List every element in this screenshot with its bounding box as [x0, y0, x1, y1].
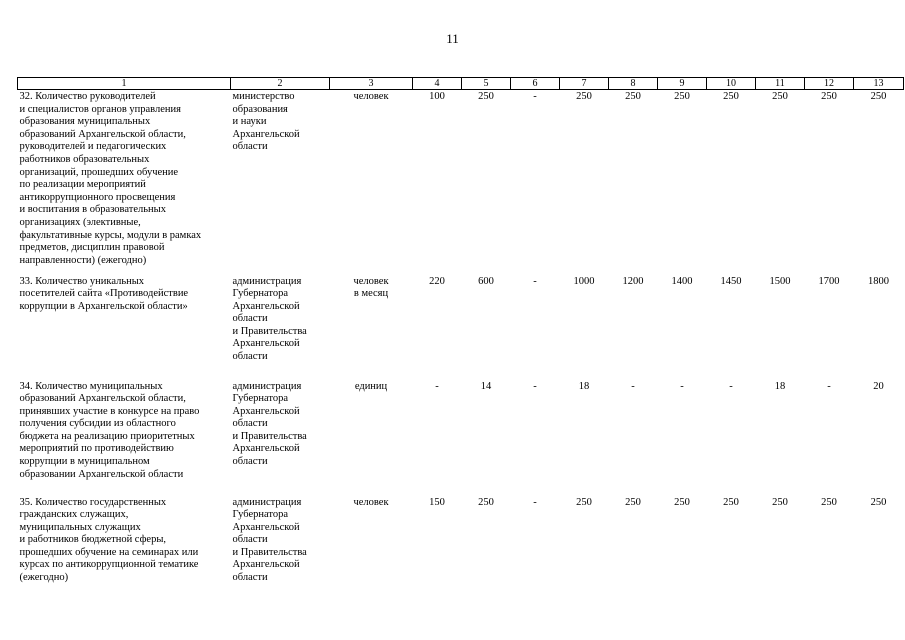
indicator-value: - — [533, 91, 537, 102]
column-number: 12 — [805, 78, 854, 90]
indicator-value: 220 — [429, 275, 445, 287]
indicator-value: 250 — [772, 91, 788, 102]
indicator-value: - — [533, 496, 537, 508]
indicator-name: 34. Количество муниципальных образований Архангельской области, принявших участие в конкурсе на право получения субсидии из областного бюджета на реализацию приоритетных мероприятий по противодействию коррупции в муниципальном образовании Архангельской области — [19, 380, 200, 480]
indicators-table — [17, 77, 904, 591]
table-row — [18, 496, 904, 591]
indicator-value: - — [827, 380, 831, 392]
indicator-value: 1000 — [573, 275, 595, 287]
indicator-name: 32. Количество руководителей и специалистов органов управления образования муниципальных образований Архангельской области, руководителей и педагогических работников образовательных организаций, прошедших обучение по реализации мероприятий антикоррупционного просвещения и воспитания в образовательных организациях (элективные, факультативные курсы, модули в рамках предметов, дисциплин правовой направленности) (ежегодно) — [19, 91, 202, 266]
indicator-value: 600 — [478, 275, 494, 287]
indicator-value: 250 — [576, 496, 592, 508]
column-number: 10 — [707, 78, 756, 90]
indicator-value: 250 — [478, 496, 494, 508]
table-row — [18, 275, 904, 380]
indicator-value: 250 — [674, 496, 690, 508]
column-number: 11 — [756, 78, 805, 90]
column-number: 5 — [462, 78, 511, 90]
indicators-table-body — [18, 78, 904, 591]
column-number: 6 — [511, 78, 560, 90]
indicator-value: 250 — [478, 91, 494, 102]
column-number: 9 — [658, 78, 707, 90]
column-number: 7 — [560, 78, 609, 90]
table-row — [18, 380, 904, 496]
indicator-value: 150 — [429, 496, 445, 508]
indicator-value: 100 — [429, 91, 445, 102]
indicator-value: 1400 — [671, 275, 693, 287]
indicator-value: 18 — [774, 380, 786, 392]
table-row — [18, 90, 904, 275]
column-number: 3 — [330, 78, 413, 90]
indicator-value: 14 — [480, 380, 492, 392]
indicator-value: 1200 — [622, 275, 644, 287]
indicator-value: 250 — [870, 496, 887, 508]
indicator-value: 20 — [873, 380, 884, 392]
indicator-value: 250 — [674, 91, 690, 102]
column-number-row — [18, 78, 904, 90]
unit-of-measure: единиц — [354, 380, 388, 392]
indicator-value: 1700 — [818, 275, 840, 287]
indicator-name: 33. Количество уникальных посетителей сайта «Противодействие коррупции в Архангельской области» — [19, 275, 189, 312]
responsible-executor: министерство образования и науки Архангельской области — [232, 91, 300, 153]
responsible-executor: администрация Губернатора Архангельской области и Правительства Архангельской области — [232, 275, 307, 363]
indicator-value: - — [729, 380, 733, 392]
indicator-value: - — [533, 380, 537, 392]
indicator-value: 250 — [821, 496, 837, 508]
indicator-value: 1800 — [868, 275, 889, 287]
unit-of-measure: человек — [353, 91, 389, 102]
responsible-executor: администрация Губернатора Архангельской области и Правительства Архангельской области — [232, 496, 307, 584]
page-number: 11 — [446, 31, 459, 46]
indicator-value: - — [680, 380, 684, 392]
responsible-executor: администрация Губернатора Архангельской области и Правительства Архангельской области — [232, 380, 307, 468]
indicator-value: 18 — [578, 380, 590, 392]
indicator-value: - — [631, 380, 635, 392]
column-number: 4 — [413, 78, 462, 90]
column-number: 2 — [231, 78, 330, 90]
indicator-name: 35. Количество государственных гражданских служащих, муниципальных служащих и работников бюджетной сферы, прошедших обучение на семинарах или курсах по антикоррупционной тематике (ежегодно) — [19, 496, 199, 584]
indicator-value: 250 — [576, 91, 592, 102]
indicator-value: 250 — [723, 91, 739, 102]
indicator-value: 250 — [625, 496, 641, 508]
unit-of-measure: человек — [353, 496, 389, 508]
indicator-value: 250 — [625, 91, 641, 102]
column-number: 13 — [854, 78, 904, 90]
indicator-value: 250 — [821, 91, 837, 102]
indicator-value: 250 — [723, 496, 739, 508]
indicator-value: - — [533, 275, 537, 287]
indicator-value: 1500 — [769, 275, 791, 287]
unit-of-measure: человек в месяц — [353, 275, 389, 300]
indicator-value: 250 — [772, 496, 788, 508]
indicator-value: - — [435, 380, 439, 392]
column-number: 8 — [609, 78, 658, 90]
column-number: 1 — [18, 78, 231, 90]
indicator-value: 250 — [870, 91, 887, 102]
indicator-value: 1450 — [720, 275, 742, 287]
